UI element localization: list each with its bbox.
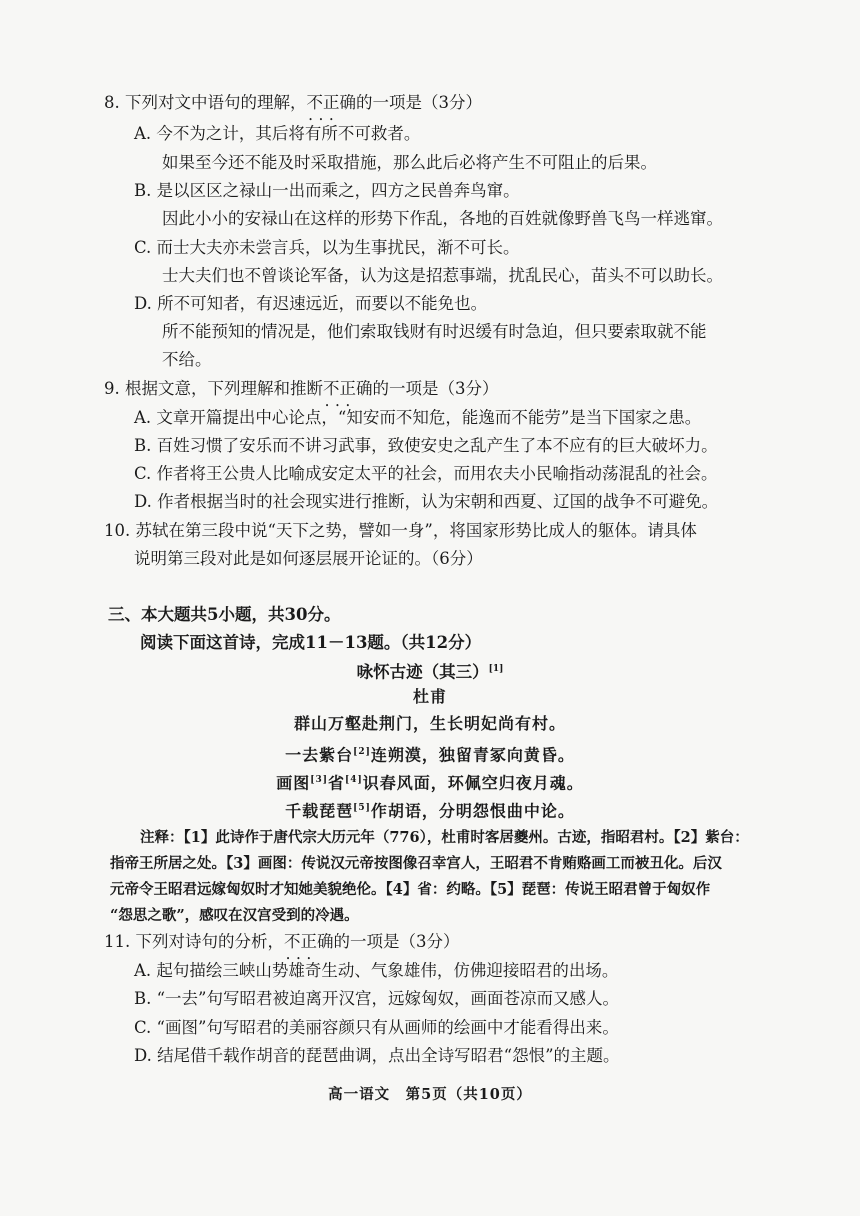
q11-stem: 11. 下列对诗句的分析，不正确 • • •的一项是（3分） <box>104 931 460 953</box>
q8-option-d: D. 所不可知者，有迟速远近，而要以不能免也。 <box>134 294 488 313</box>
q10-line-1: 10. 苏轼在第三段中说“天下之势，譬如一身”，将国家形势比成人的躯体。请具体 <box>104 521 697 540</box>
page-footer: 高一语文 第5页（共10页） <box>328 1086 532 1103</box>
q8-option-b-translation: 因此小小的安禄山在这样的形势下作乱，各地的百姓就像野兽飞鸟一样逃窜。 <box>162 209 723 228</box>
q11-option-b: B. “一去”句写昭君被迫离开汉宫，远嫁匈奴，画面苍凉而又感人。 <box>134 989 619 1008</box>
q9-option-b: B. 百姓习惯了安乐而不讲习武事，致使安史之乱产生了本不应有的巨大破坏力。 <box>134 436 718 455</box>
q8-option-c-translation: 士大夫们也不曾谈论军备，认为这是招惹事端，扰乱民心，苗头不可以助长。 <box>162 266 723 285</box>
q11-option-d: D. 结尾借千载作胡音的琵琶曲调，点出全诗写昭君“怨恨”的主题。 <box>134 1046 620 1065</box>
q9-stem: 9. 根据文意，下列理解和推断不正确 • • •的一项是（3分） <box>104 378 499 400</box>
q8-stem <box>104 92 482 114</box>
q8-option-d-translation-2: 不给。 <box>162 350 212 369</box>
poem-author: 杜甫 <box>412 687 447 706</box>
section-3-heading: 三、本大题共5小题，共30分。 <box>108 605 341 624</box>
note-line-3: 元帝令王昭君远嫁匈奴时才知她美貌绝伦。【4】省：约略。【5】琵琶：传说王昭君曾于匈奴作 <box>110 881 711 898</box>
q10-line-2: 说明第三段对此是如何逐层展开论证的。（6分） <box>134 549 483 568</box>
q8-option-a-translation: 如果至今还不能及时采取措施，那么此后必将产生不可阻止的后果。 <box>162 153 657 172</box>
q11-emphasis: 不正确 • • • <box>284 932 334 951</box>
note-line-4: “怨思之歌”，感叹在汉宫受到的冷遇。 <box>110 907 359 924</box>
q9-option-d: D. 作者根据当时的社会现实进行推断，认为宋朝和西夏、辽国的战争不可避免。 <box>134 492 719 511</box>
q8-option-d-translation-1: 所不能预知的情况是，他们索取钱财有时迟缓有时急迫，但只要索取就不能 <box>162 322 707 341</box>
q8-option-c: C. 而士大夫亦未尝言兵，以为生事扰民，渐不可长。 <box>134 238 520 257</box>
q8-stem-tail: 的一项是（3分） <box>356 93 482 112</box>
q9-emphasis: 不正确 • • • <box>323 379 373 398</box>
poem-title: 咏怀古迹（其三）[1] <box>356 662 504 682</box>
poem-line-1: 群山万壑赴荆门，生长明妃尚有村。 <box>293 714 566 733</box>
q9-option-c: C. 作者将王公贵人比喻成安定太平的社会，而用农夫小民喻指动荡混乱的社会。 <box>134 464 718 483</box>
q8-emphasis: 不正确 • • • <box>307 93 357 112</box>
q9-option-a: A. 文章开篇提出中心论点，“知安而不知危，能逸而不能劳”是当下国家之患。 <box>134 408 702 427</box>
q8-option-a: A. 今不为之计，其后将有所不可救者。 <box>134 124 421 143</box>
q11-option-c: C. “画图”句写昭君的美丽容颜只有从画师的绘画中才能看得出来。 <box>134 1018 619 1037</box>
note-line-2: 指帝王所居之处。【3】画图：传说汉元帝按图像召幸宫人，王昭君不肯贿赂画工而被丑化。后汉 <box>110 855 722 872</box>
poem-line-4: 千载琵琶[5]作胡语，分明怨恨曲中论。 <box>285 801 575 821</box>
section-3-instruction: 阅读下面这首诗，完成11－13题。（共12分） <box>140 633 482 652</box>
poem-line-2: 一去紫台[2]连朔漠，独留青冢向黄昏。 <box>285 745 575 765</box>
q8-stem-text: 8. 下列对文中语句的理解， <box>104 93 307 112</box>
poem-line-3: 画图[3]省[4]识春风面，环佩空归夜月魂。 <box>276 773 584 793</box>
q11-option-a: A. 起句描绘三峡山势雄奇生动、气象雄伟，仿佛迎接昭君的出场。 <box>134 961 619 980</box>
note-line-1: 注释：【1】此诗作于唐代宗大历元年（776），杜甫时客居夔州。古迹，指昭君村。【2】紫台： <box>140 829 749 846</box>
q8-option-b: B. 是以区区之禄山一出而乘之，四方之民兽奔鸟窜。 <box>134 181 520 200</box>
